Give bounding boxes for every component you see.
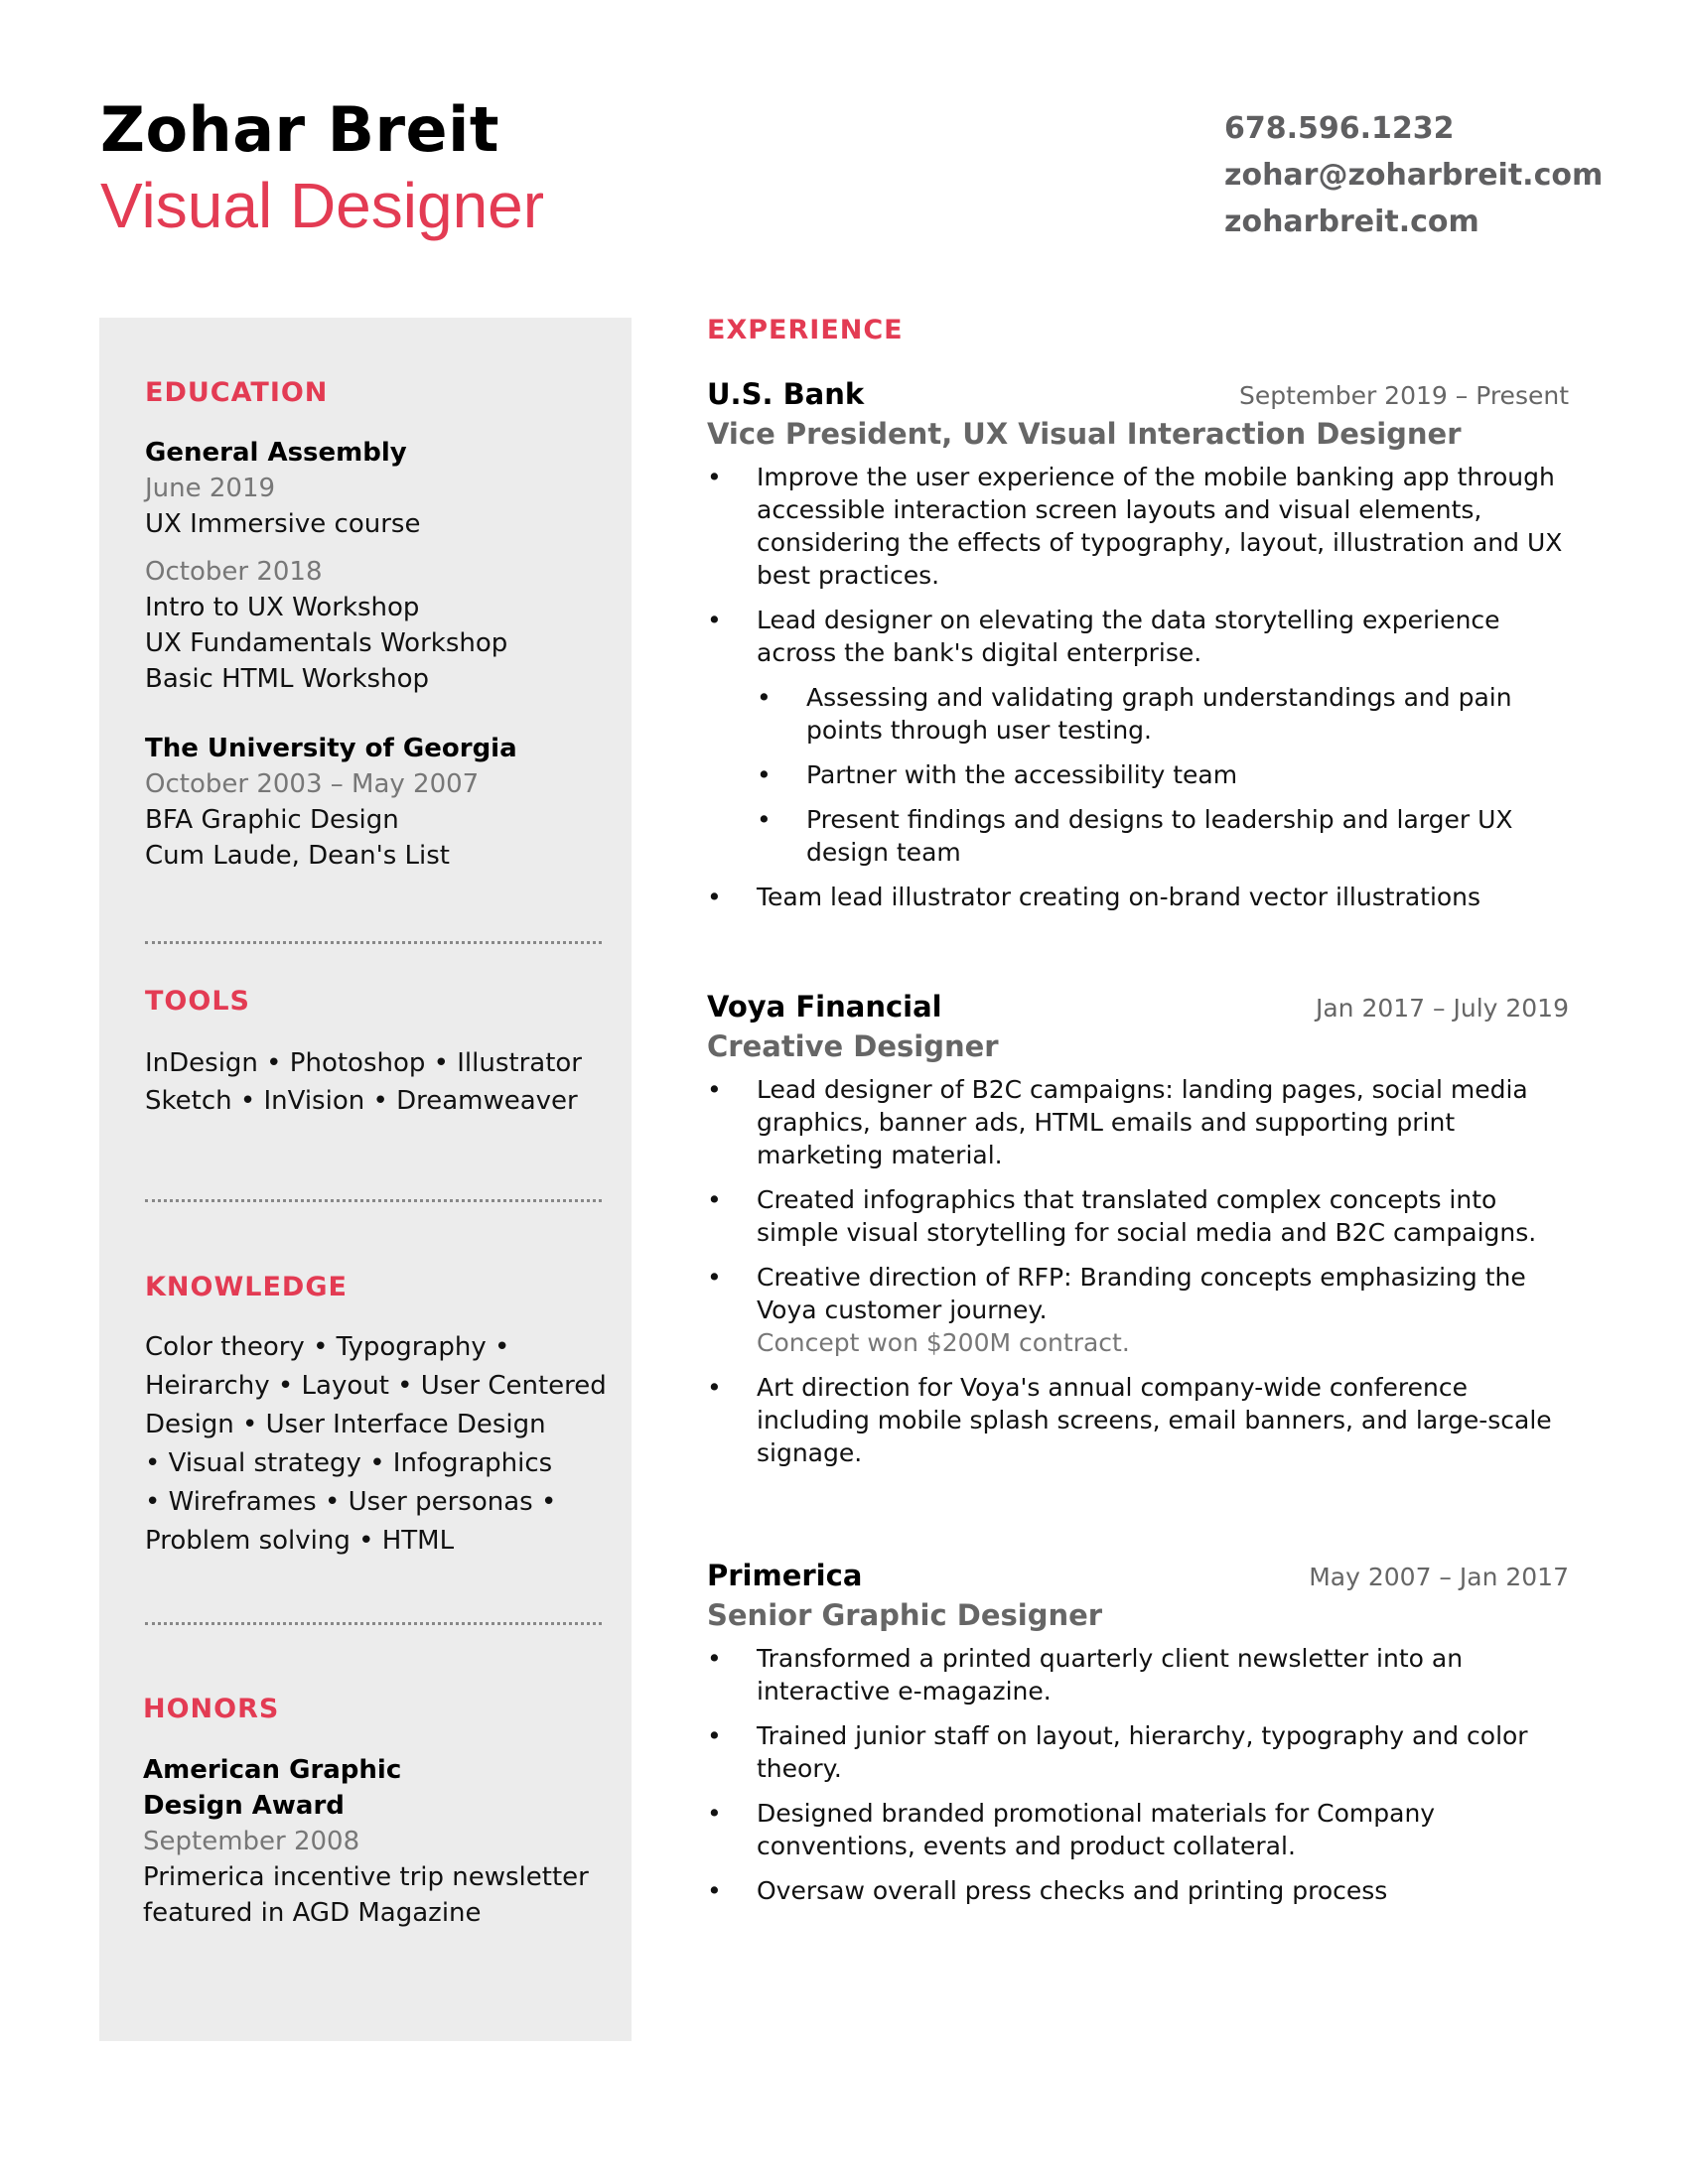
sub-bullet: • Present findings and designs to leadership and larger UX design team bbox=[757, 803, 1569, 869]
job-entry bbox=[707, 1559, 1569, 1919]
bullet: • Transformed a printed quarterly client newsletter into an interactive e-magazine. bbox=[707, 1642, 1569, 1707]
education-heading: EDUCATION bbox=[145, 377, 329, 408]
bullet: • Lead designer of B2C campaigns: landing pages, social media graphics, banner ads, HTML emails and supporting print marketing material. bbox=[707, 1073, 1569, 1171]
course: Intro to UX Workshop bbox=[145, 593, 420, 622]
sub-bullet: • Assessing and validating graph understandings and pain points through user testing. bbox=[757, 681, 1569, 747]
knowledge-line: Design • User Interface Design bbox=[145, 1410, 546, 1439]
bullet: • Art direction for Voya's annual company-wide conference including mobile splash screens, email banners, and large-scale signage. bbox=[707, 1371, 1569, 1469]
candidate-name: Zohar Breit bbox=[100, 93, 499, 166]
tools-heading: TOOLS bbox=[145, 986, 250, 1017]
job-bullets bbox=[707, 1642, 1569, 1907]
experience-heading: EXPERIENCE bbox=[707, 315, 904, 345]
bullet bbox=[707, 1261, 1569, 1359]
section-divider bbox=[145, 941, 602, 944]
award-name: American Graphic bbox=[143, 1755, 402, 1785]
contact-block bbox=[1224, 105, 1603, 245]
course: UX Fundamentals Workshop bbox=[145, 628, 508, 658]
job-role: Vice President, UX Visual Interaction Designer bbox=[707, 417, 1462, 451]
honors-text: Cum Laude, Dean's List bbox=[145, 841, 450, 871]
award-desc: featured in AGD Magazine bbox=[143, 1898, 482, 1928]
bullet-text: Creative direction of RFP: Branding concepts emphasizing the Voya customer journey. bbox=[757, 1263, 1526, 1324]
company-name: U.S. Bank bbox=[707, 377, 865, 411]
knowledge-line: Color theory • Typography • bbox=[145, 1332, 510, 1362]
website[interactable]: zoharbreit.com bbox=[1224, 205, 1479, 239]
knowledge-list bbox=[145, 1328, 607, 1561]
section-divider bbox=[145, 1199, 602, 1202]
bullet: • Created infographics that translated complex concepts into simple visual storytelling for social media and B2C campaigns. bbox=[707, 1183, 1569, 1249]
knowledge-line: Problem solving • HTML bbox=[145, 1526, 455, 1556]
phone[interactable]: 678.596.1232 bbox=[1224, 111, 1455, 146]
tools-list bbox=[145, 1044, 582, 1120]
honors-heading: HONORS bbox=[143, 1694, 280, 1724]
knowledge-line: • Wireframes • User personas • bbox=[145, 1487, 557, 1517]
bullet: • Lead designer on elevating the data storytelling experience across the bank's digital enterprise. bbox=[707, 604, 1569, 669]
company-name: Voya Financial bbox=[707, 990, 942, 1024]
knowledge-heading: KNOWLEDGE bbox=[145, 1272, 348, 1302]
award-desc: Primerica incentive trip newsletter bbox=[143, 1862, 589, 1892]
award-date: September 2008 bbox=[143, 1827, 360, 1856]
job-bullets bbox=[707, 1073, 1569, 1469]
sub-bullet: • Partner with the accessibility team bbox=[757, 758, 1569, 791]
section-divider bbox=[145, 1622, 602, 1625]
knowledge-line: • Visual strategy • Infographics bbox=[145, 1448, 553, 1478]
school-name: General Assembly bbox=[145, 438, 407, 468]
job-dates: May 2007 – Jan 2017 bbox=[1309, 1563, 1569, 1591]
course: UX Immersive course bbox=[145, 509, 421, 539]
bullet: • Oversaw overall press checks and printing process bbox=[707, 1874, 1569, 1907]
award-name: Design Award bbox=[143, 1791, 345, 1821]
tools-line: Sketch • InVision • Dreamweaver bbox=[145, 1086, 578, 1116]
bullet-note: Concept won $200M contract. bbox=[757, 1328, 1130, 1357]
bullet: • Team lead illustrator creating on-brand vector illustrations bbox=[707, 881, 1569, 913]
course: Basic HTML Workshop bbox=[145, 664, 429, 694]
school-name: The University of Georgia bbox=[145, 734, 517, 763]
education-date: October 2018 bbox=[145, 557, 323, 587]
bullet: • Designed branded promotional materials for Company conventions, events and product collateral. bbox=[707, 1797, 1569, 1862]
job-role: Senior Graphic Designer bbox=[707, 1598, 1103, 1632]
education-date: June 2019 bbox=[145, 474, 276, 503]
candidate-title: Visual Designer bbox=[100, 170, 545, 241]
company-name: Primerica bbox=[707, 1559, 863, 1592]
email[interactable]: zohar@zoharbreit.com bbox=[1224, 158, 1604, 193]
job-entry bbox=[707, 377, 1569, 925]
job-dates: Jan 2017 – July 2019 bbox=[1315, 994, 1569, 1023]
job-dates: September 2019 – Present bbox=[1239, 381, 1569, 410]
education-list bbox=[145, 435, 517, 874]
job-role: Creative Designer bbox=[707, 1029, 999, 1063]
knowledge-line: Heirarchy • Layout • User Centered bbox=[145, 1371, 607, 1401]
bullet: • Trained junior staff on layout, hierarchy, typography and color theory. bbox=[707, 1719, 1569, 1785]
education-date: October 2003 – May 2007 bbox=[145, 769, 480, 799]
tools-line: InDesign • Photoshop • Illustrator bbox=[145, 1048, 582, 1078]
bullet: • Improve the user experience of the mobile banking app through accessible interaction screen layouts and visual elements, considering the effects of typography, layout, illustration and UX best practices. bbox=[707, 461, 1569, 592]
job-entry bbox=[707, 990, 1569, 1481]
degree: BFA Graphic Design bbox=[145, 805, 399, 835]
job-bullets bbox=[707, 461, 1569, 913]
honors-list bbox=[143, 1752, 589, 1931]
